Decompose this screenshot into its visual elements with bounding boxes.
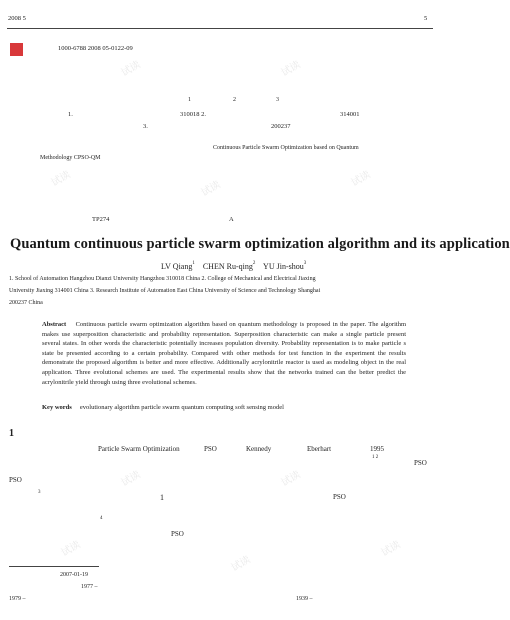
abstract-block bbox=[42, 320, 406, 402]
watermark-text: 试读 bbox=[379, 539, 403, 559]
author-affil-ref: 3 bbox=[303, 261, 307, 266]
author-affil-ref: 2 bbox=[252, 261, 256, 266]
author-affil-ref: 1 bbox=[192, 261, 195, 266]
cn-affil-zip-3: 200237 bbox=[271, 123, 291, 130]
keywords-text: evolutionary algorithm particle swarm quantum computing soft sensing model bbox=[79, 404, 284, 411]
cn-affil-zip: 314001 bbox=[340, 111, 360, 118]
author-eberhart: Eberhart bbox=[307, 445, 332, 453]
author-sup-2: 2 bbox=[233, 97, 236, 103]
keywords-label: Key words bbox=[42, 404, 72, 411]
journal-logo-mark bbox=[10, 43, 23, 56]
footnote-rule bbox=[9, 566, 99, 567]
pso-abbrev: PSO bbox=[333, 493, 346, 501]
received-date: 2007-01-19 bbox=[60, 572, 88, 578]
watermark-text: 试读 bbox=[349, 169, 373, 189]
author-sup-1: 1 bbox=[188, 97, 191, 103]
citation-refs: 1 2 bbox=[372, 455, 379, 460]
watermark-text: 试读 bbox=[49, 169, 73, 189]
author-bio-year: 1977 – bbox=[81, 584, 98, 590]
cn-affil-2: 310018 2. bbox=[180, 111, 206, 118]
author-bio-year: 1939 – bbox=[296, 596, 313, 602]
pso-abbrev: PSO bbox=[9, 476, 22, 484]
affiliation-line: 1. School of Automation Hangzhou Dianzi University Hangzhou 310018 China 2. College of Mechanical and Electrical Jiaxing bbox=[9, 276, 316, 282]
author-name: CHEN Ru-qing bbox=[202, 262, 253, 271]
citation-ref: 3 bbox=[38, 490, 41, 495]
pso-term: Particle Swarm Optimization bbox=[98, 445, 180, 453]
paper-title: Quantum continuous particle swarm optimization algorithm and its application bbox=[10, 236, 510, 252]
author-list bbox=[161, 262, 306, 271]
abstract-label: Abstract bbox=[42, 321, 67, 328]
affiliation-line: University Jiaxing 314001 China 3. Research Institute of Automation East China University of Science and Technology Shanghai bbox=[9, 288, 321, 294]
author-bio-year: 1979 – bbox=[9, 596, 26, 602]
cn-abstract-line-2: Methodology CPSO-QM bbox=[40, 155, 101, 161]
watermark-text: 试读 bbox=[279, 59, 303, 79]
header-rule bbox=[7, 28, 433, 29]
clc-number: TP274 bbox=[92, 216, 110, 223]
affiliation-line: 200237 China bbox=[9, 300, 43, 306]
list-number: 1 bbox=[160, 493, 164, 502]
watermark-text: 试读 bbox=[279, 469, 303, 489]
author-kennedy: Kennedy bbox=[246, 445, 272, 453]
cn-affil-1: 1. bbox=[68, 111, 73, 118]
pso-abbrev: PSO bbox=[414, 459, 427, 467]
journal-issue-header: 2008 5 bbox=[8, 15, 26, 22]
pso-abbrev: PSO bbox=[171, 530, 184, 538]
abstract-text: Continuous particle swarm optimization algorithm based on quantum methodology is proposed in the paper. The algorithm makes use superposition characteristic and probability representation. Superposition characteristic can make a single particle present several states. In other words the characteristic potentially increases population diversity. Probability representation is to make particle s state be presented according to a certain probability. Compared with other methods for test function in the experiment the results demonstrate the proposed algorithm is better and more effective. Additionally acrylonitrile reactor is used as modeling object in the real application. Three evolutional schemes are used. The experimental results show that the networks trained can the better predict the acrylonitrile yield through using three evolutional schemes. bbox=[42, 321, 407, 386]
watermark-text: 试读 bbox=[119, 469, 143, 489]
watermark-text: 试读 bbox=[199, 179, 223, 199]
citation-ref: 4 bbox=[100, 516, 103, 521]
keywords-line bbox=[42, 404, 284, 411]
cn-abstract-line: Continuous Particle Swarm Optimization based on Quantum bbox=[213, 145, 359, 151]
cn-affil-3: 3. bbox=[143, 123, 148, 130]
watermark-text: 试读 bbox=[59, 539, 83, 559]
author-name: YU Jin-shou bbox=[263, 262, 304, 271]
section-number: 1 bbox=[9, 428, 14, 439]
page-number: 5 bbox=[424, 15, 428, 22]
article-id: 1000-6788 2008 05-0122-09 bbox=[58, 45, 133, 52]
author-name: LV Qiang bbox=[161, 262, 193, 271]
author-sup-3: 3 bbox=[276, 97, 279, 103]
document-code: A bbox=[229, 216, 234, 223]
pso-abbrev: PSO bbox=[204, 445, 217, 453]
year: 1995 bbox=[370, 445, 384, 453]
watermark-text: 试读 bbox=[119, 59, 143, 79]
watermark-text: 试读 bbox=[229, 554, 253, 574]
